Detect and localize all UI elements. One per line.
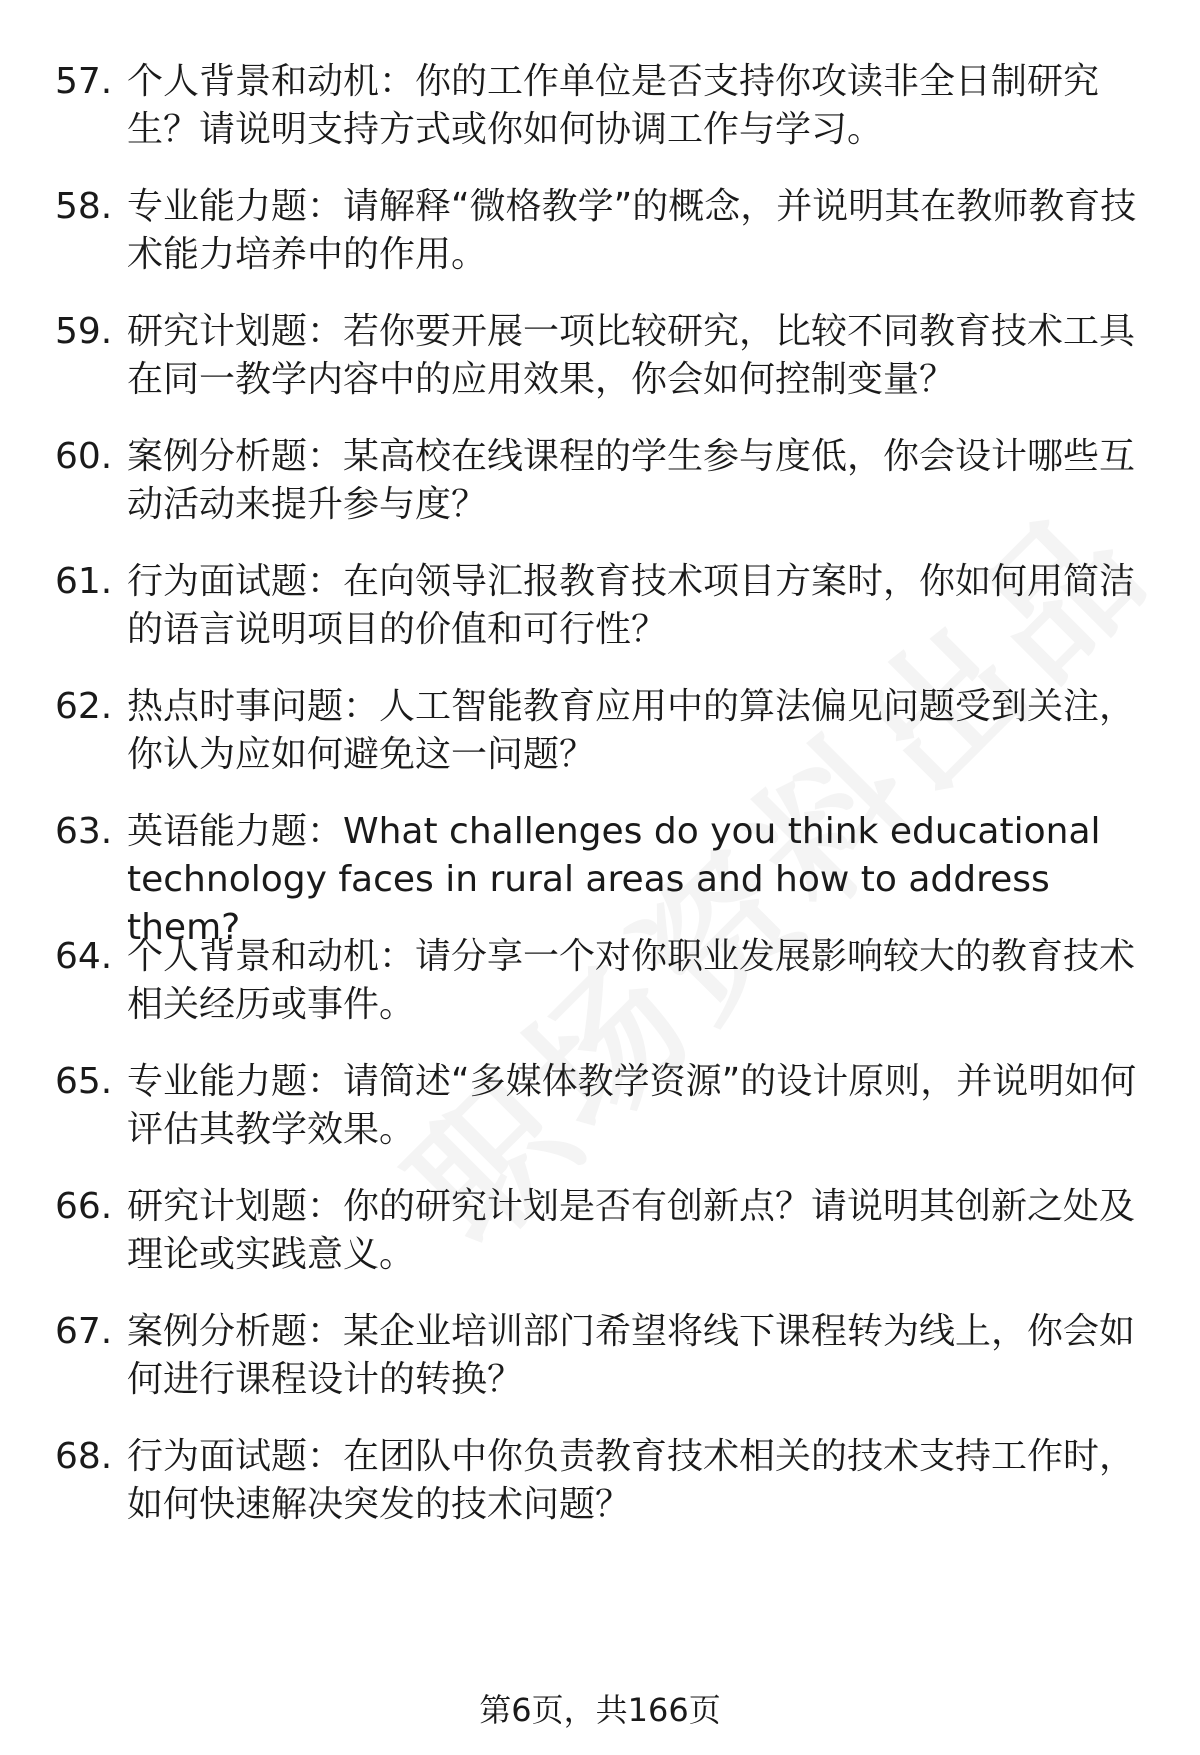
page-footer: 第6页，共166页 <box>479 1691 721 1729</box>
question-number: 62. <box>55 686 113 727</box>
question-text: 案例分析题：某高校在线课程的学生参与度低，你会设计哪些互动活动来提升参与度？ <box>127 436 1136 525</box>
question-text: 行为面试题：在向领导汇报教育技术项目方案时，你如何用简洁的语言说明项目的价值和可行性？ <box>127 561 1136 650</box>
question-number: 64. <box>55 936 113 977</box>
question-text: 行为面试题：在团队中你负责教育技术相关的技术支持工作时，如何快速解决突发的技术问题？ <box>127 1436 1136 1525</box>
question-number: 67. <box>55 1311 113 1352</box>
question-item <box>55 58 1155 183</box>
question-text: 案例分析题：某企业培训部门希望将线下课程转为线上，你会如何进行课程设计的转换？ <box>127 1311 1136 1400</box>
question-number: 58. <box>55 186 113 227</box>
question-item <box>55 433 1155 558</box>
question-number: 60. <box>55 436 113 477</box>
question-item <box>55 308 1155 433</box>
question-number: 68. <box>55 1436 113 1477</box>
question-text: 研究计划题：你的研究计划是否有创新点？请说明其创新之处及理论或实践意义。 <box>127 1186 1136 1275</box>
question-text: 英语能力题：What challenges do you think educational technology faces in rural areas and how to address them? <box>127 811 1101 948</box>
question-text: 专业能力题：请解释“微格教学”的概念，并说明其在教师教育技术能力培养中的作用。 <box>127 186 1137 275</box>
question-item <box>55 933 1155 1058</box>
question-number: 57. <box>55 61 113 102</box>
question-item <box>55 1433 1155 1558</box>
question-number: 66. <box>55 1186 113 1227</box>
question-number: 59. <box>55 311 113 352</box>
question-item <box>55 558 1155 683</box>
question-item <box>55 1308 1155 1433</box>
question-list <box>55 58 1155 1558</box>
question-item <box>55 1183 1155 1308</box>
question-text: 个人背景和动机：你的工作单位是否支持你攻读非全日制研究生？请说明支持方式或你如何协调工作与学习。 <box>127 61 1100 150</box>
question-item <box>55 683 1155 808</box>
question-item <box>55 808 1155 948</box>
question-number: 63. <box>55 811 113 852</box>
question-item <box>55 183 1155 308</box>
question-text: 热点时事问题：人工智能教育应用中的算法偏见问题受到关注，你认为应如何避免这一问题？ <box>127 686 1136 775</box>
question-number: 65. <box>55 1061 113 1102</box>
question-number: 61. <box>55 561 113 602</box>
question-text: 研究计划题：若你要开展一项比较研究，比较不同教育技术工具在同一教学内容中的应用效果，你会如何控制变量？ <box>127 311 1136 400</box>
question-text: 个人背景和动机：请分享一个对你职业发展影响较大的教育技术相关经历或事件。 <box>127 936 1136 1025</box>
question-item <box>55 1058 1155 1183</box>
question-text: 专业能力题：请简述“多媒体教学资源”的设计原则，并说明如何评估其教学效果。 <box>127 1061 1137 1150</box>
